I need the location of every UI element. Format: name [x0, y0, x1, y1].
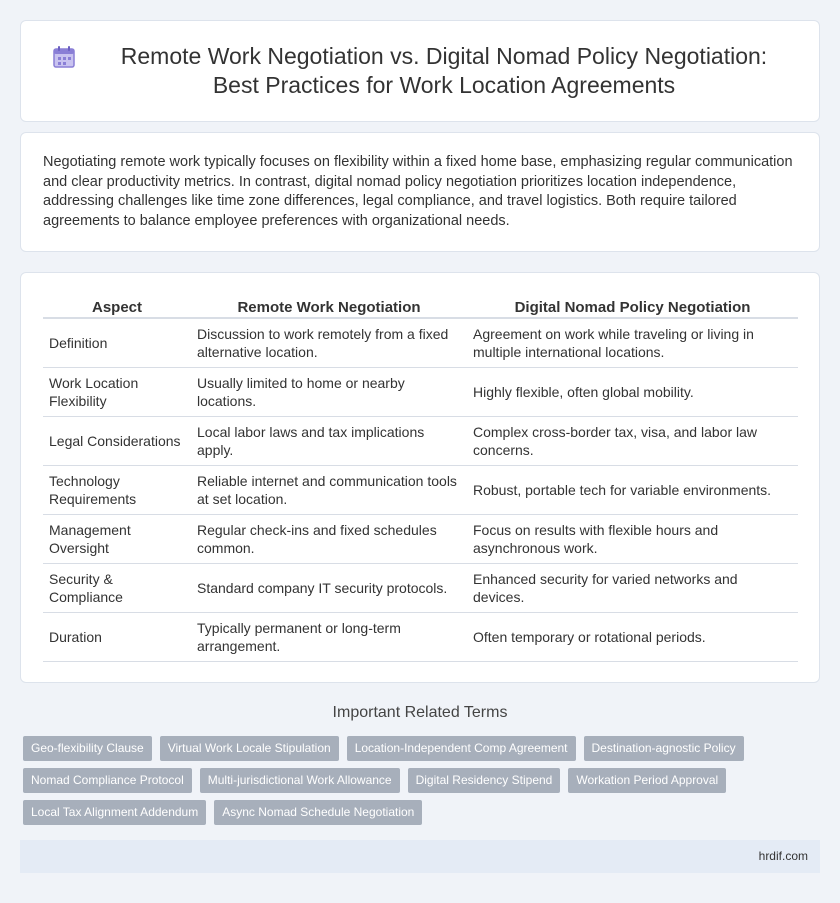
related-terms-heading: Important Related Terms — [332, 704, 508, 721]
related-term-tag[interactable]: Workation Period Approval — [568, 768, 726, 793]
related-term-tag[interactable]: Virtual Work Locale Stipulation — [160, 736, 339, 761]
header-remote-work: Remote Work Negotiation — [191, 291, 467, 318]
cell-remote: Discussion to work remotely from a fixed alternative location. — [191, 318, 467, 368]
cell-nomad: Often temporary or rotational periods. — [467, 613, 798, 662]
cell-aspect: Legal Considerations — [43, 417, 191, 466]
cell-aspect: Technology Requirements — [43, 466, 191, 515]
footer-site-link[interactable]: hrdif.com — [758, 849, 808, 863]
intro-paragraph: Negotiating remote work typically focuses on flexibility within a fixed home base, emphasizing regular communication and clear productivity metrics. In contrast, digital nomad policy negotiation prioritizes location independence, addressing challenges like time zone differences, legal compliance, and travel logistics. Both require tailored agreements to balance employee preferences with organizational needs. — [43, 154, 793, 229]
cell-aspect: Definition — [43, 318, 191, 368]
related-term-tag[interactable]: Multi-jurisdictional Work Allowance — [200, 768, 400, 793]
comparison-card — [20, 272, 820, 683]
related-term-tag[interactable]: Async Nomad Schedule Negotiation — [214, 800, 422, 825]
cell-remote: Reliable internet and communication tools at set location. — [191, 466, 467, 515]
table-header-row — [43, 291, 798, 318]
related-term-tag[interactable]: Geo-flexibility Clause — [23, 736, 152, 761]
footer — [20, 840, 820, 873]
cell-remote: Local labor laws and tax implications apply. — [191, 417, 467, 466]
cell-aspect: Duration — [43, 613, 191, 662]
cell-nomad: Robust, portable tech for variable environments. — [467, 466, 798, 515]
table-row — [43, 318, 798, 368]
related-term-tag[interactable]: Digital Residency Stipend — [408, 768, 561, 793]
cell-remote: Usually limited to home or nearby locations. — [191, 368, 467, 417]
table-row — [43, 515, 798, 564]
cell-nomad: Enhanced security for varied networks and devices. — [467, 564, 798, 613]
cell-nomad: Complex cross-border tax, visa, and labor law concerns. — [467, 417, 798, 466]
related-terms-list — [23, 736, 813, 832]
comparison-table — [43, 291, 798, 662]
header-digital-nomad: Digital Nomad Policy Negotiation — [467, 291, 798, 318]
intro-card — [20, 132, 820, 252]
related-term-tag[interactable]: Local Tax Alignment Addendum — [23, 800, 206, 825]
title-card — [20, 20, 820, 122]
page-title: Remote Work Negotiation vs. Digital Nomad Policy Negotiation: Best Practices for Work Location Agreements — [120, 43, 768, 98]
related-term-tag[interactable]: Nomad Compliance Protocol — [23, 768, 192, 793]
cell-aspect: Security & Compliance — [43, 564, 191, 613]
calendar-icon — [51, 44, 77, 70]
header-aspect: Aspect — [43, 291, 191, 318]
table-row — [43, 466, 798, 515]
cell-nomad: Highly flexible, often global mobility. — [467, 368, 798, 417]
related-term-tag[interactable]: Destination-agnostic Policy — [584, 736, 744, 761]
table-row — [43, 368, 798, 417]
cell-aspect: Management Oversight — [43, 515, 191, 564]
cell-nomad: Focus on results with flexible hours and asynchronous work. — [467, 515, 798, 564]
cell-remote: Regular check-ins and fixed schedules common. — [191, 515, 467, 564]
cell-remote: Standard company IT security protocols. — [191, 564, 467, 613]
table-row — [43, 417, 798, 466]
related-term-tag[interactable]: Location-Independent Comp Agreement — [347, 736, 576, 761]
table-row — [43, 613, 798, 662]
cell-aspect: Work Location Flexibility — [43, 368, 191, 417]
cell-nomad: Agreement on work while traveling or living in multiple international locations. — [467, 318, 798, 368]
table-row — [43, 564, 798, 613]
cell-remote: Typically permanent or long-term arrangement. — [191, 613, 467, 662]
